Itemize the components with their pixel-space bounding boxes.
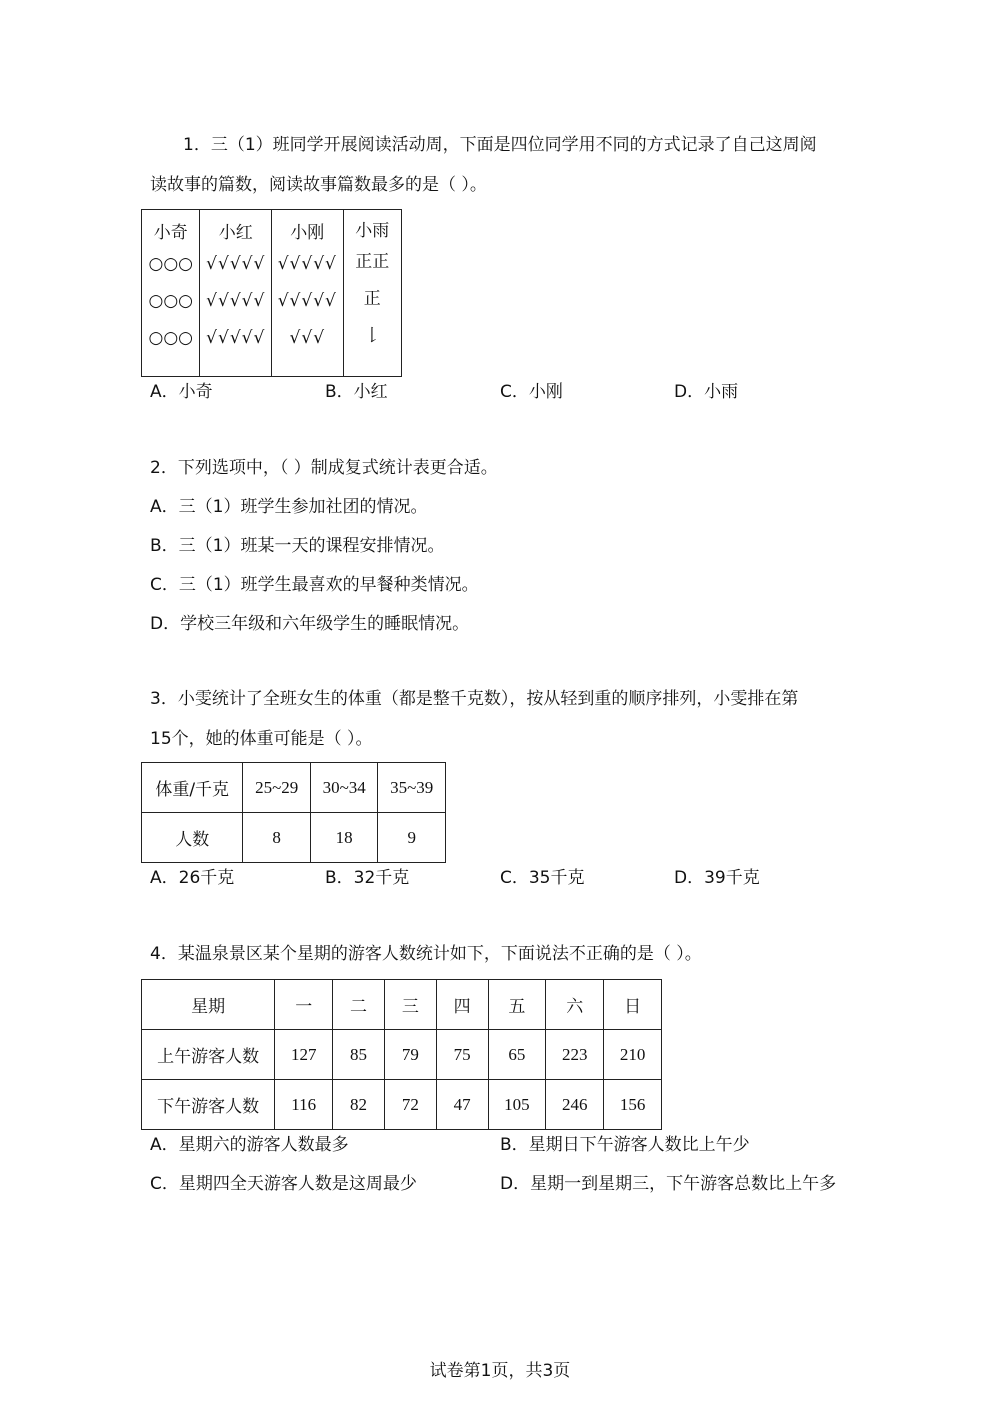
q4-header-cell: 四 bbox=[436, 980, 488, 1030]
q4-am-cell: 75 bbox=[436, 1030, 488, 1080]
q4-pm-cell: 246 bbox=[546, 1080, 604, 1130]
q4-pm-cell: 156 bbox=[604, 1080, 662, 1130]
q3-header-cell: 35~39 bbox=[378, 763, 446, 813]
q3-header-cell: 30~34 bbox=[310, 763, 378, 813]
q3-count-cell: 18 bbox=[310, 813, 378, 863]
q1-header: 小雨 bbox=[355, 221, 390, 241]
q4-am-cell: 210 bbox=[604, 1030, 662, 1080]
q4-pm-cell: 47 bbox=[436, 1080, 488, 1130]
q2-option-a[interactable]: A．三（1）班学生参加社团的情况。 bbox=[150, 497, 428, 517]
q3-stem-line2: 15个，她的体重可能是（ ）。 bbox=[150, 729, 373, 749]
q4-header-cell: 一 bbox=[275, 980, 333, 1030]
q4-header-cell: 日 bbox=[604, 980, 662, 1030]
q4-am-cell: 79 bbox=[384, 1030, 436, 1080]
q1-option-c[interactable]: C．小刚 bbox=[500, 382, 563, 402]
q4-pm-cell: 82 bbox=[333, 1080, 385, 1130]
q4-am-cell: 223 bbox=[546, 1030, 604, 1080]
q1-tally: √√√√√ bbox=[277, 254, 337, 274]
q4-option-d[interactable]: D．星期一到星期三，下午游客总数比上午多 bbox=[500, 1174, 837, 1194]
q3-option-b[interactable]: B．32千克 bbox=[325, 868, 410, 888]
q2-option-d[interactable]: D．学校三年级和六年级学生的睡眠情况。 bbox=[150, 614, 470, 634]
q1-col-xiaoqi bbox=[142, 210, 200, 377]
q3-option-c[interactable]: C．35千克 bbox=[500, 868, 585, 888]
q1-tally-table bbox=[141, 209, 402, 377]
q1-option-b[interactable]: B．小红 bbox=[325, 382, 388, 402]
q1-tally: ○○○ bbox=[148, 254, 193, 274]
q1-stem-line1: 1．三（1）班同学开展阅读活动周，下面是四位同学用不同的方式记录了自己这周阅 bbox=[183, 135, 817, 155]
q1-header: 小红 bbox=[218, 223, 253, 243]
q1-tally: ○○○ bbox=[148, 291, 193, 311]
q4-pm-cell: 116 bbox=[275, 1080, 333, 1130]
q1-stem-line2: 读故事的篇数，阅读故事篇数最多的是（ ）。 bbox=[150, 175, 487, 195]
q1-tally: ○○○ bbox=[148, 328, 193, 348]
q1-col-xiaogang bbox=[272, 210, 344, 377]
q1-tally: √√√√√ bbox=[206, 328, 266, 348]
q4-header-cell: 二 bbox=[333, 980, 385, 1030]
q4-pm-cell: 72 bbox=[384, 1080, 436, 1130]
q2-stem: 2．下列选项中，（ ）制成复式统计表更合适。 bbox=[150, 458, 498, 478]
q4-header-cell: 六 bbox=[546, 980, 604, 1030]
q3-option-a[interactable]: A．26千克 bbox=[150, 868, 235, 888]
q4-row-label: 上午游客人数 bbox=[142, 1030, 275, 1080]
q1-header: 小奇 bbox=[153, 223, 188, 243]
q4-stem: 4．某温泉景区某个星期的游客人数统计如下，下面说法不正确的是（ ）。 bbox=[150, 944, 702, 964]
q3-count-cell: 9 bbox=[378, 813, 446, 863]
q4-header-cell: 三 bbox=[384, 980, 436, 1030]
q3-header-cell: 体重/千克 bbox=[142, 763, 243, 813]
q3-option-d[interactable]: D．39千克 bbox=[674, 868, 760, 888]
q1-tally: 𠄌 bbox=[363, 326, 381, 346]
q4-option-b[interactable]: B．星期日下午游客人数比上午少 bbox=[500, 1135, 750, 1155]
q4-row-label: 下午游客人数 bbox=[142, 1080, 275, 1130]
q2-option-c[interactable]: C．三（1）班学生最喜欢的早餐种类情况。 bbox=[150, 575, 479, 595]
q4-visitor-table bbox=[141, 979, 662, 1130]
q3-stem-line1: 3．小雯统计了全班女生的体重（都是整千克数），按从轻到重的顺序排列，小雯排在第 bbox=[150, 689, 799, 709]
q1-tally: √√√√√ bbox=[206, 291, 266, 311]
q3-weight-table bbox=[141, 762, 446, 863]
q4-am-cell: 65 bbox=[488, 1030, 546, 1080]
q3-header-cell: 25~29 bbox=[243, 763, 311, 813]
q1-tally: √√√√√ bbox=[206, 254, 266, 274]
q1-tally: √√√ bbox=[289, 328, 326, 348]
q3-count-cell: 8 bbox=[243, 813, 311, 863]
q4-am-cell: 85 bbox=[333, 1030, 385, 1080]
q1-tally: 正正 bbox=[355, 252, 390, 272]
q4-am-cell: 127 bbox=[275, 1030, 333, 1080]
q1-tally: 正 bbox=[363, 289, 381, 309]
page-footer: 试卷第1页，共3页 bbox=[429, 1361, 571, 1381]
q1-header: 小刚 bbox=[290, 223, 325, 243]
q4-header-cell: 星期 bbox=[142, 980, 275, 1030]
q4-option-c[interactable]: C．星期四全天游客人数是这周最少 bbox=[150, 1174, 417, 1194]
q1-tally: √√√√√ bbox=[277, 291, 337, 311]
q1-col-xiaoyu bbox=[343, 210, 401, 377]
q4-header-cell: 五 bbox=[488, 980, 546, 1030]
q1-col-xiaohong bbox=[200, 210, 272, 377]
q4-pm-cell: 105 bbox=[488, 1080, 546, 1130]
q4-option-a[interactable]: A．星期六的游客人数最多 bbox=[150, 1135, 349, 1155]
q2-option-b[interactable]: B．三（1）班某一天的课程安排情况。 bbox=[150, 536, 445, 556]
q3-row-label: 人数 bbox=[142, 813, 243, 863]
q1-option-a[interactable]: A．小奇 bbox=[150, 382, 213, 402]
q1-option-d[interactable]: D．小雨 bbox=[674, 382, 739, 402]
